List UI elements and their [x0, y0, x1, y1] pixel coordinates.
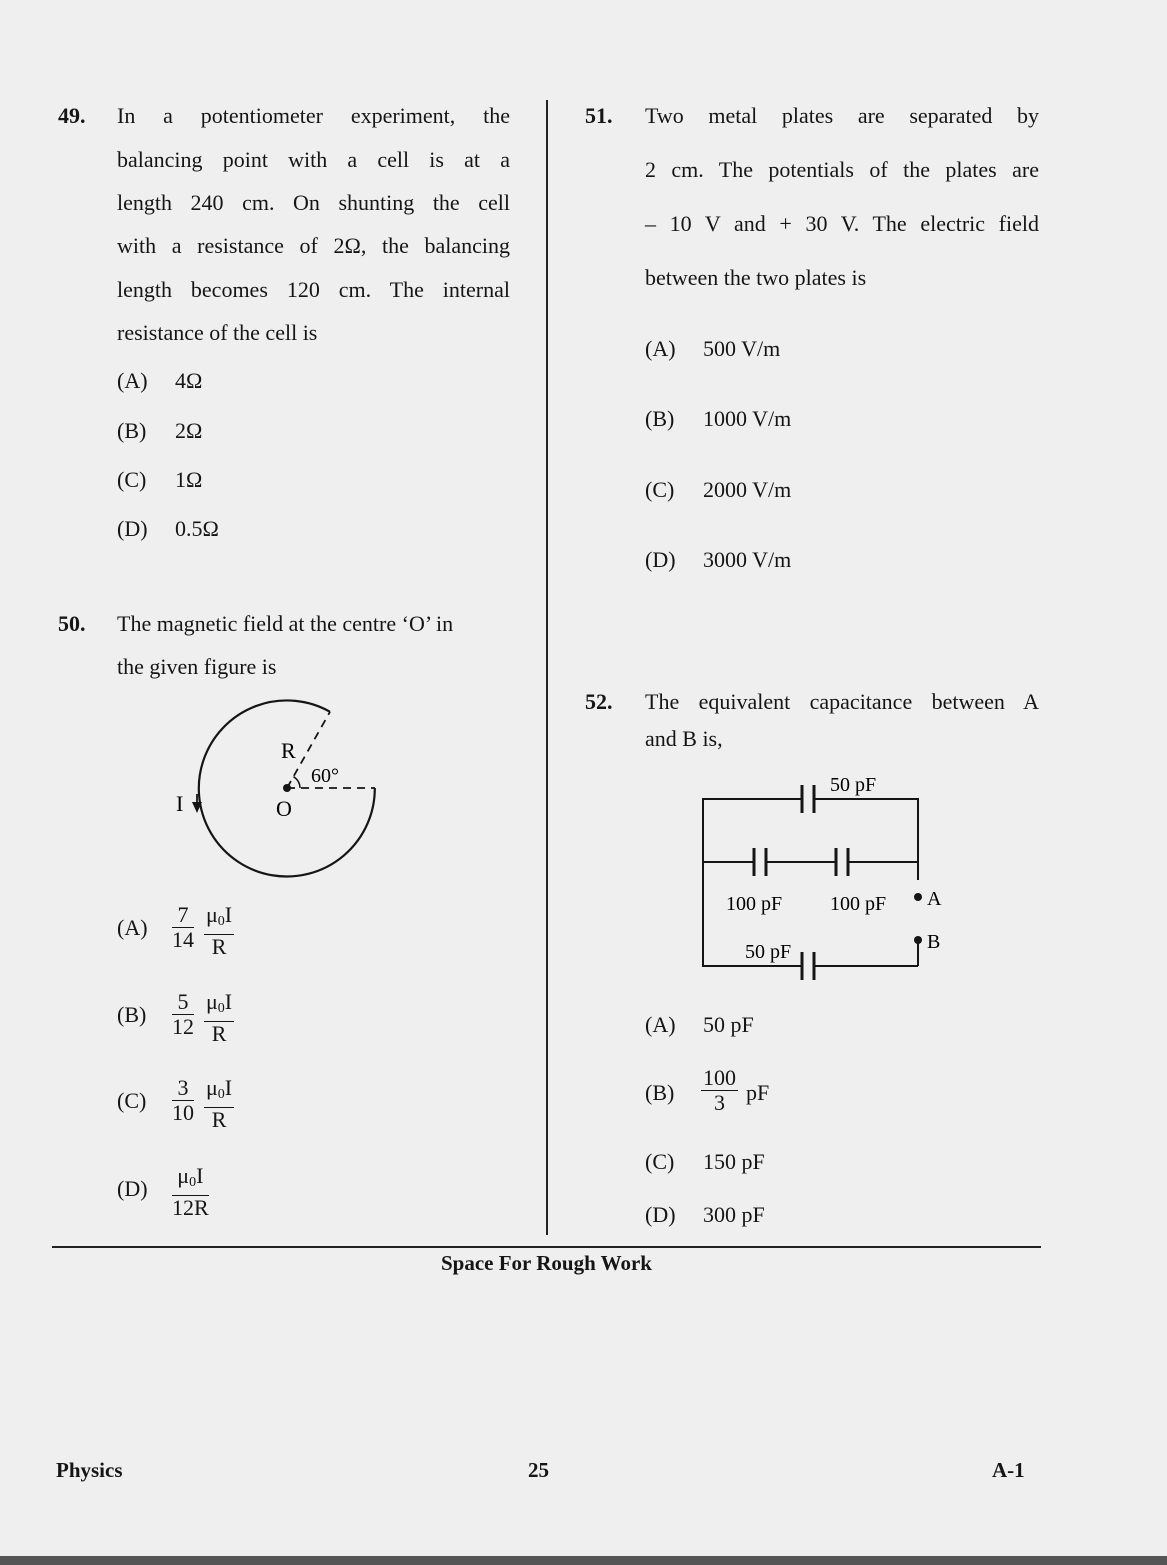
q49-line-1: In a potentiometer experiment, the — [117, 103, 510, 128]
footer-code: A-1 — [992, 1458, 1025, 1482]
q50-line-2: the given figure is — [117, 654, 277, 679]
q49-number: 49. — [58, 103, 86, 128]
option-label: (B) — [645, 1080, 675, 1105]
option-label: (A) — [117, 368, 148, 393]
q51-number: 51. — [585, 103, 613, 128]
fraction-field: $\frac{\mu_0I}{R}$ — [206, 902, 233, 959]
q52-option-d[interactable] — [645, 1202, 765, 1228]
option-label: (C) — [645, 477, 675, 502]
q50-option-d[interactable] — [117, 1164, 257, 1228]
q50-option-b[interactable] — [117, 990, 257, 1054]
q49-line-6: resistance of the cell is — [117, 320, 318, 345]
fraction-field: $\frac{\mu_0I}{12R}$ — [172, 1163, 209, 1220]
option-label: (B) — [645, 406, 675, 431]
cap-mid-left-label: 100 pF — [726, 893, 783, 915]
radius-label: R — [281, 738, 296, 763]
q49-line-3: length 240 cm. On shunting the cell — [117, 190, 510, 215]
current-label: I — [176, 791, 184, 816]
option-text: 300 pF — [703, 1202, 765, 1227]
option-text: 0.5Ω — [175, 516, 219, 541]
cap-bottom-label: 50 pF — [745, 941, 792, 963]
option-text: 2000 V/m — [703, 477, 792, 502]
q49-option-d[interactable] — [117, 516, 219, 542]
option-text: 500 V/m — [703, 336, 781, 361]
option-label: (C) — [117, 467, 147, 492]
q51-line-3: – 10 V and + 30 V. The electric field — [645, 211, 1039, 236]
q52-option-c[interactable] — [645, 1149, 765, 1175]
option-text: 4Ω — [175, 368, 203, 393]
footer-subject: Physics — [56, 1458, 123, 1482]
q49-line-5: length becomes 120 cm. The internal — [117, 277, 510, 302]
q49-line-4: with a resistance of 2Ω, the balancing — [117, 233, 510, 258]
q51-line-2: 2 cm. The potentials of the plates are — [645, 157, 1039, 182]
circuit-wire-top-right — [814, 799, 918, 862]
option-text: 1Ω — [175, 467, 203, 492]
q52-option-a[interactable] — [645, 1012, 754, 1038]
fraction-coefficient: $\frac{7}{14}$ — [172, 902, 194, 952]
rough-work-heading: Space For Rough Work — [440, 1251, 652, 1275]
fraction-coefficient: $\frac{3}{10}$ — [172, 1075, 194, 1125]
option-text: 150 pF — [703, 1149, 765, 1174]
rough-work-rule — [52, 1246, 1041, 1248]
fraction-field: $\frac{\mu_0I}{R}$ — [206, 1075, 233, 1132]
angle-label: 60° — [311, 765, 339, 787]
q51-option-b[interactable] — [645, 406, 791, 432]
fraction-coefficient: $\frac{5}{12}$ — [172, 989, 194, 1039]
q52-number: 52. — [585, 689, 613, 714]
option-label: (D) — [645, 547, 676, 572]
option-label: (A) — [117, 915, 148, 940]
option-label: (D) — [117, 516, 148, 541]
angle-arc — [294, 777, 301, 788]
q52-line-1: The equivalent capacitance between A — [645, 689, 1039, 714]
cap-mid-right-label: 100 pF — [830, 893, 887, 915]
column-divider — [546, 100, 548, 1235]
option-label: (C) — [645, 1149, 675, 1174]
fraction-field: $\frac{\mu_0I}{R}$ — [206, 989, 233, 1046]
option-label: (B) — [117, 418, 147, 443]
cap-top-label: 50 pF — [830, 774, 877, 796]
terminal-a-label: A — [927, 888, 942, 910]
q51-line-4: between the two plates is — [645, 265, 867, 290]
option-label: (B) — [117, 1002, 147, 1027]
centre-point — [283, 784, 291, 792]
q50-line-1: The magnetic field at the centre ‘O’ in — [117, 611, 454, 636]
q50-number: 50. — [58, 611, 86, 636]
q50-option-c[interactable] — [117, 1076, 257, 1140]
option-unit: pF — [746, 1080, 770, 1105]
fraction-100-over-3: $\frac{100}{3}$ — [703, 1065, 736, 1115]
centre-label: O — [276, 796, 292, 821]
q49-option-a[interactable] — [117, 368, 202, 394]
q49-option-c[interactable] — [117, 467, 202, 493]
option-label: (D) — [645, 1202, 676, 1227]
option-label: (A) — [645, 1012, 676, 1037]
option-label: (A) — [645, 336, 676, 361]
option-label: (D) — [117, 1176, 148, 1201]
q50-option-a[interactable] — [117, 903, 257, 967]
option-text: 50 pF — [703, 1012, 754, 1037]
q51-option-d[interactable] — [645, 547, 791, 573]
q52-line-2: and B is, — [645, 726, 723, 751]
capacitor-circuit — [690, 768, 960, 988]
scan-edge — [0, 1556, 1167, 1565]
option-text: 1000 V/m — [703, 406, 792, 431]
circular-arc-figure — [160, 690, 400, 890]
footer-page-number: 25 — [528, 1458, 549, 1482]
terminal-b-label: B — [927, 931, 941, 953]
option-text: 3000 V/m — [703, 547, 792, 572]
q51-option-c[interactable] — [645, 477, 791, 503]
terminal-a-dot — [914, 893, 922, 901]
terminal-b-dot — [914, 936, 922, 944]
option-label: (C) — [117, 1088, 147, 1113]
q49-line-2: balancing point with a cell is at a — [117, 147, 510, 172]
q51-line-1: Two metal plates are separated by — [645, 103, 1039, 128]
q49-option-b[interactable] — [117, 418, 202, 444]
q52-option-b[interactable] — [645, 1066, 805, 1122]
option-text: 2Ω — [175, 418, 203, 443]
q51-option-a[interactable] — [645, 336, 780, 362]
